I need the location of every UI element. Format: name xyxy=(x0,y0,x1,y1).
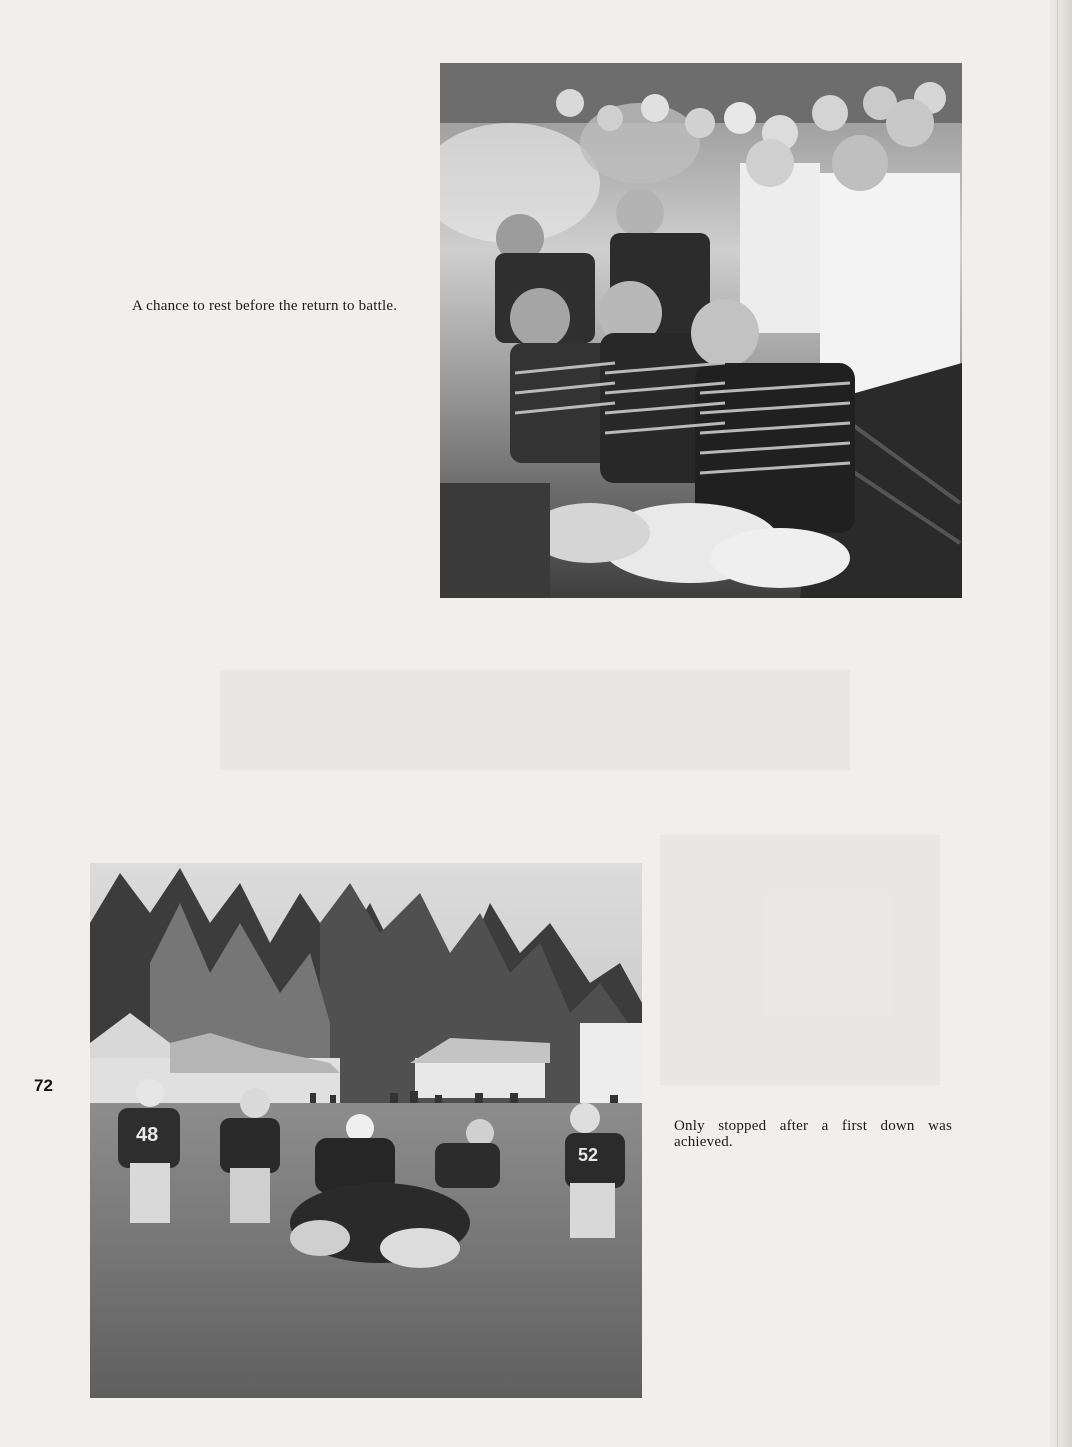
show-through-block xyxy=(220,670,850,770)
page-edge-line xyxy=(1057,0,1058,1447)
svg-text:52: 52 xyxy=(578,1145,599,1165)
show-through-table xyxy=(660,835,940,1085)
photo-field xyxy=(90,863,642,1398)
page-number: 72 xyxy=(34,1076,53,1095)
photo-bench-image xyxy=(440,63,962,598)
caption-field: Only stopped after a first down was achieved. xyxy=(674,1118,952,1150)
caption-bench: A chance to rest before the return to battle. xyxy=(132,298,398,314)
svg-text:48: 48 xyxy=(136,1124,159,1146)
photo-bench xyxy=(440,63,962,598)
page-edge xyxy=(1050,0,1072,1447)
photo-field-image xyxy=(90,863,642,1398)
